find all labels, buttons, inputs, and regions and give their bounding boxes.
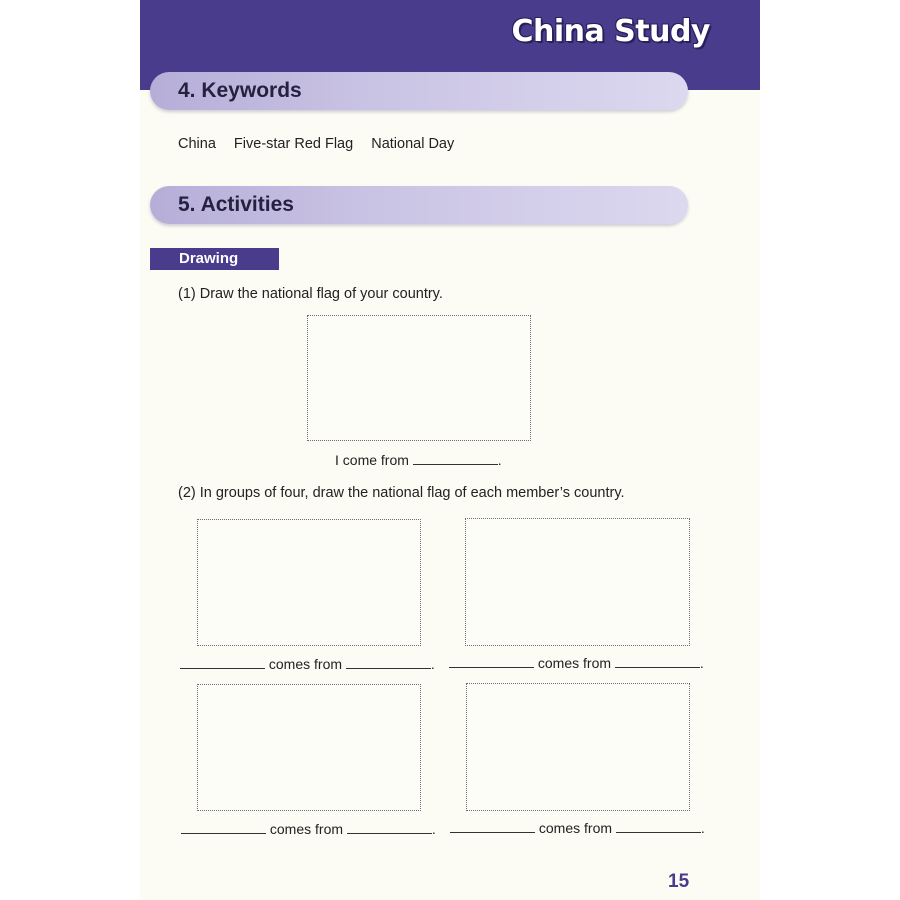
- member-caption: [450, 820, 705, 836]
- country-blank[interactable]: [616, 820, 701, 833]
- section-title-keywords: 4. Keywords: [178, 79, 302, 102]
- keyword-item: China: [178, 136, 216, 152]
- country-blank[interactable]: [615, 655, 700, 668]
- section-title-activities: 5. Activities: [178, 193, 294, 216]
- keyword-item: National Day: [371, 136, 455, 152]
- caption-suffix: .: [497, 452, 502, 468]
- task-1-instruction: (1) Draw the national flag of your country.: [178, 286, 443, 302]
- caption-suffix: .: [431, 821, 436, 837]
- caption-suffix: .: [700, 820, 705, 836]
- activity-tag: [150, 248, 279, 270]
- member-name-blank[interactable]: [449, 655, 534, 668]
- caption-connector: comes from: [268, 656, 343, 672]
- keyword-item: Five-star Red Flag: [233, 136, 354, 152]
- section-header-activities: [150, 186, 688, 224]
- country-blank[interactable]: [413, 452, 498, 465]
- task-2-instruction: (2) In groups of four, draw the national flag of each member’s country.: [178, 485, 625, 501]
- activity-tag-label: Drawing: [179, 250, 239, 267]
- country-blank[interactable]: [347, 821, 432, 834]
- flag-drawing-area[interactable]: [197, 519, 421, 646]
- flag-drawing-area[interactable]: [466, 683, 690, 811]
- caption-suffix: .: [430, 656, 435, 672]
- keyword-list: [178, 136, 468, 152]
- member-name-blank[interactable]: [181, 821, 266, 834]
- member-name-blank[interactable]: [450, 820, 535, 833]
- workbook-page: [140, 0, 760, 900]
- member-caption: [181, 821, 436, 837]
- book-title: China Study: [511, 14, 710, 49]
- country-blank[interactable]: [346, 656, 431, 669]
- caption-connector: comes from: [538, 820, 613, 836]
- member-name-blank[interactable]: [180, 656, 265, 669]
- caption-connector: comes from: [269, 821, 344, 837]
- member-caption: [180, 656, 435, 672]
- caption-connector: comes from: [537, 655, 612, 671]
- caption-suffix: .: [699, 655, 704, 671]
- flag-drawing-area[interactable]: [197, 684, 421, 811]
- flag-drawing-area[interactable]: [465, 518, 690, 646]
- task-1-caption: [335, 452, 502, 468]
- member-caption: [449, 655, 704, 671]
- caption-prefix: I come from: [335, 452, 409, 468]
- section-header-keywords: [150, 72, 688, 110]
- flag-drawing-area[interactable]: [307, 315, 531, 441]
- page-number: 15: [668, 871, 690, 892]
